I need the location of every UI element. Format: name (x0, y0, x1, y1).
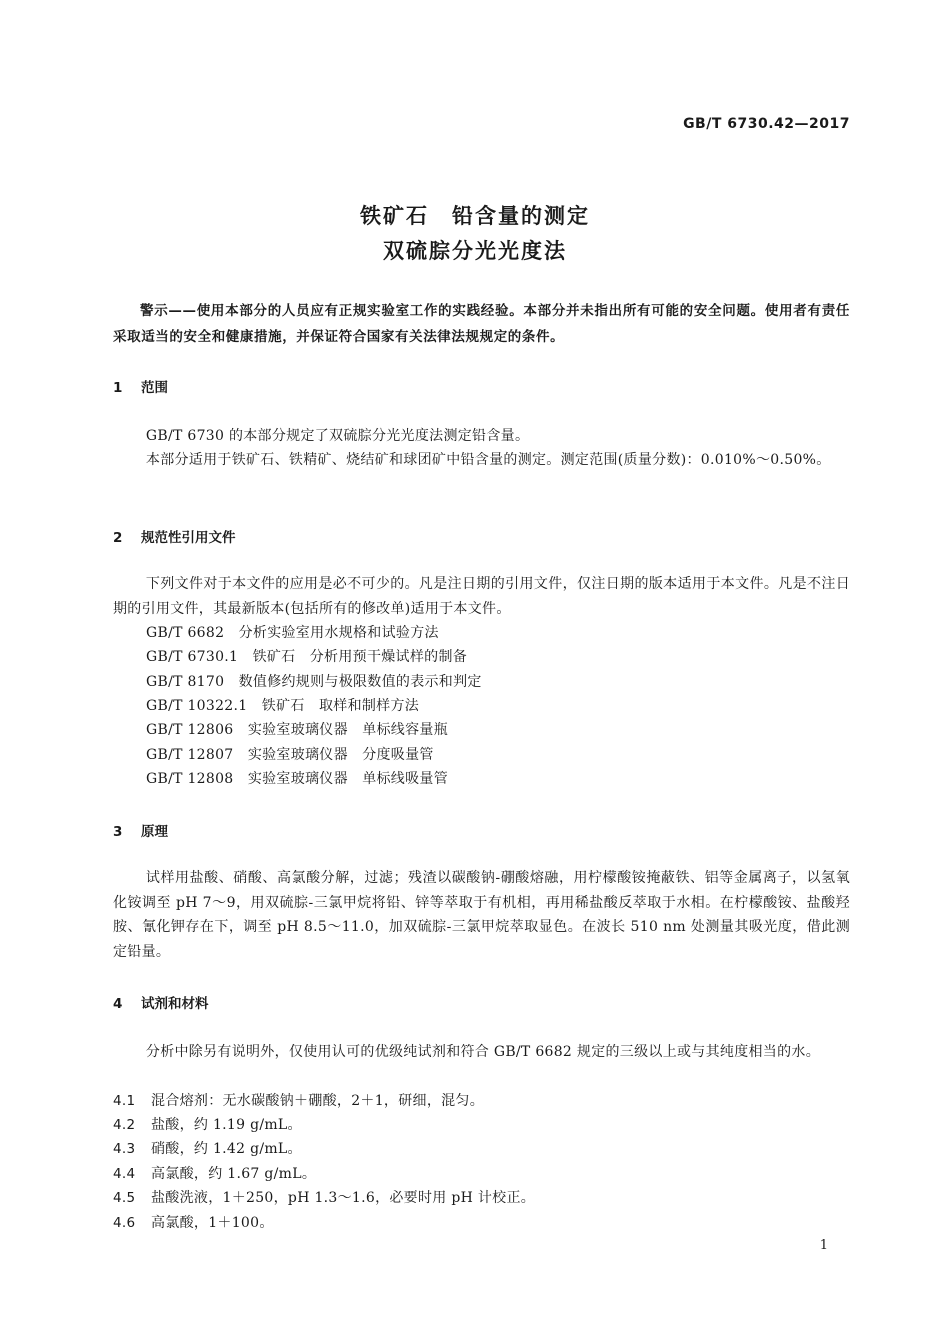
section-3-heading (113, 820, 168, 840)
item-number: 4.5 (113, 1190, 136, 1206)
item-number: 4.3 (113, 1141, 136, 1157)
reference-item: GB/T 12808 实验室玻璃仪器 单标线吸量管 (146, 771, 449, 787)
section-number: 4 (113, 996, 123, 1012)
warning-paragraph: 警示——使用本部分的人员应有正规实验室工作的实践经验。本部分并未指出所有可能的安全问题。使用者有责任采取适当的安全和健康措施，并保证符合国家有关法律法规规定的条件。 (113, 303, 850, 345)
item-text: 硝酸，约 1.42 g/mL。 (151, 1141, 302, 1157)
reagent-item (113, 1187, 535, 1207)
item-number: 4.6 (113, 1215, 136, 1231)
section-4-intro: 分析中除另有说明外，仅使用认可的优级纯试剂和符合 GB/T 6682 规定的三级以上或与其纯度相当的水。 (145, 1044, 820, 1060)
section-title: 试剂和材料 (141, 996, 209, 1012)
reagent-item (113, 1090, 484, 1110)
page-number: 1 (819, 1238, 828, 1253)
item-text: 盐酸洗液，1＋250，pH 1.3～1.6，必要时用 pH 计校正。 (151, 1190, 536, 1206)
section-2-heading (113, 526, 236, 546)
reagent-item (113, 1163, 316, 1183)
section-1-paragraph-2: 本部分适用于铁矿石、铁精矿、烧结矿和球团矿中铅含量的测定。测定范围(质量分数)：0.010%～0.50%。 (145, 452, 831, 468)
section-number: 1 (113, 380, 123, 396)
document-title-line1: 铁矿石 铅含量的测定 (360, 204, 590, 228)
section-2-intro: 下列文件对于本文件的应用是必不可少的。凡是注日期的引用文件，仅注日期的版本适用于本文件。凡是不注日期的引用文件，其最新版本(包括所有的修改单)适用于本文件。 (113, 576, 850, 617)
item-number: 4.4 (113, 1166, 136, 1182)
section-title: 范围 (141, 380, 168, 396)
reference-item: GB/T 12807 实验室玻璃仪器 分度吸量管 (146, 747, 434, 763)
section-number: 2 (113, 530, 123, 546)
section-title: 规范性引用文件 (141, 530, 236, 546)
document-title-line2: 双硫腙分光光度法 (383, 239, 567, 263)
item-number: 4.1 (113, 1093, 136, 1109)
reagent-item (113, 1138, 302, 1158)
reference-item: GB/T 8170 数值修约规则与极限数值的表示和判定 (146, 674, 482, 690)
item-text: 盐酸，约 1.19 g/mL。 (151, 1117, 302, 1133)
item-text: 高氯酸，1＋100。 (151, 1215, 274, 1231)
section-title: 原理 (141, 824, 168, 840)
reference-item: GB/T 6730.1 铁矿石 分析用预干燥试样的制备 (146, 649, 468, 665)
item-text: 混合熔剂：无水碳酸钠＋硼酸，2＋1，研细，混匀。 (151, 1093, 485, 1109)
section-1-heading (113, 376, 168, 396)
reference-item: GB/T 12806 实验室玻璃仪器 单标线容量瓶 (146, 722, 449, 738)
section-4-heading (113, 992, 209, 1012)
reagent-item (113, 1212, 274, 1232)
reagent-item (113, 1114, 302, 1134)
section-1-paragraph-1: GB/T 6730 的本部分规定了双硫腙分光光度法测定铅含量。 (145, 428, 530, 444)
reference-item: GB/T 6682 分析实验室用水规格和试验方法 (146, 625, 439, 641)
reference-item: GB/T 10322.1 铁矿石 取样和制样方法 (146, 698, 420, 714)
item-text: 高氯酸，约 1.67 g/mL。 (151, 1166, 317, 1182)
section-3-paragraph: 试样用盐酸、硝酸、高氯酸分解，过滤；残渣以碳酸钠-硼酸熔融，用柠檬酸铵掩蔽铁、铝等金属离子，以氢氧化铵调至 pH 7～9，用双硫腙-三氯甲烷将铅、锌等萃取于有机相，再用稀盐酸反萃取于水相。在柠檬酸铵、盐酸羟胺、氰化钾存在下，调至 pH 8.5～11.0，加双硫腙-三氯甲烷萃取显色。在波长 510 nm 处测量其吸光度，借此测定铅量。 (113, 870, 850, 960)
section-number: 3 (113, 824, 123, 840)
standard-code: GB/T 6730.42—2017 (683, 116, 850, 132)
item-number: 4.2 (113, 1117, 136, 1133)
